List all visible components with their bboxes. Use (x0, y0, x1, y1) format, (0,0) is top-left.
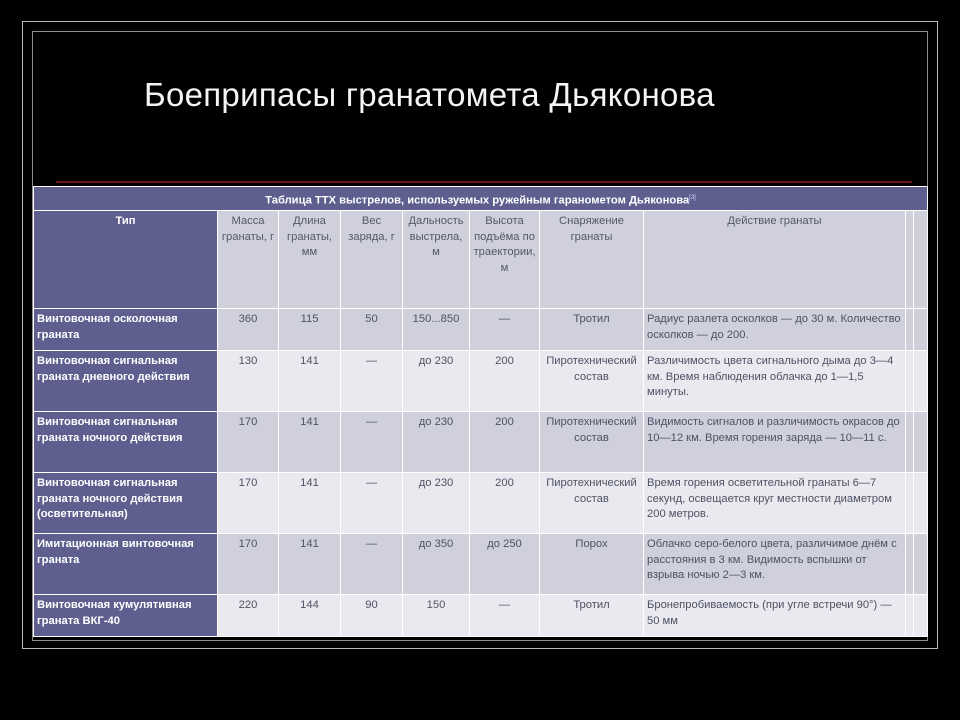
row-charge: — (341, 351, 403, 412)
row-filling: Пиротехнический состав (540, 412, 644, 473)
header-spacer-1 (906, 211, 914, 309)
row-spacer (906, 309, 914, 351)
row-charge: — (341, 473, 403, 534)
table-header-row (34, 211, 928, 309)
row-range: до 350 (403, 534, 470, 595)
row-mass: 170 (218, 534, 279, 595)
row-mass: 360 (218, 309, 279, 351)
row-filling: Пиротехнический состав (540, 473, 644, 534)
table-row (34, 534, 928, 595)
title-divider (56, 181, 912, 183)
row-type: Винтовочная сигнальная граната ночного действия (осветительная) (34, 473, 218, 534)
row-length: 141 (279, 351, 341, 412)
slide-title: Боеприпасы гранатомета Дьяконова (144, 76, 715, 113)
row-spacer (914, 534, 928, 595)
row-range: до 230 (403, 351, 470, 412)
row-range: 150...850 (403, 309, 470, 351)
row-action: Радиус разлета осколков — до 30 м. Количество осколков — до 200. (644, 309, 906, 351)
row-mass: 220 (218, 595, 279, 637)
row-spacer (906, 412, 914, 473)
row-range: до 230 (403, 412, 470, 473)
row-action: Облачко серо-белого цвета, различимое днём с расстояния в 3 км. Видимость вспышки от взрыва ночью 2—3 км. (644, 534, 906, 595)
row-filling: Тротил (540, 309, 644, 351)
row-action: Различимость цвета сигнального дыма до 3—4 км. Время наблюдения облачка до 1—1,5 минуты. (644, 351, 906, 412)
row-mass: 130 (218, 351, 279, 412)
row-spacer (914, 595, 928, 637)
row-range: 150 (403, 595, 470, 637)
row-charge: 90 (341, 595, 403, 637)
header-range: Дальность выстрела, м (403, 211, 470, 309)
row-height: 200 (470, 473, 540, 534)
row-type: Винтовочная осколочная граната (34, 309, 218, 351)
row-length: 141 (279, 534, 341, 595)
row-filling: Тротил (540, 595, 644, 637)
table-row (34, 412, 928, 473)
table-caption-row (34, 187, 928, 211)
row-length: 144 (279, 595, 341, 637)
header-mass: Масса гранаты, г (218, 211, 279, 309)
header-length: Длина гранаты, мм (279, 211, 341, 309)
table-row (34, 595, 928, 637)
table-row (34, 309, 928, 351)
row-filling: Пиротехнический состав (540, 351, 644, 412)
table-caption-ref: [3] (689, 195, 696, 201)
row-action: Время горения осветительной гранаты 6—7 секунд, освещается круг местности диаметром 200 метров. (644, 473, 906, 534)
table-caption (34, 187, 928, 211)
row-height: 200 (470, 351, 540, 412)
row-spacer (906, 473, 914, 534)
row-charge: — (341, 412, 403, 473)
row-type: Винтовочная сигнальная граната ночного действия (34, 412, 218, 473)
row-height: — (470, 595, 540, 637)
row-type: Имитационная винтовочная граната (34, 534, 218, 595)
header-height: Высота подъёма по траектории, м (470, 211, 540, 309)
header-action: Действие гранаты (644, 211, 906, 309)
header-charge: Вес заряда, г (341, 211, 403, 309)
ammunition-table (33, 186, 928, 637)
row-charge: 50 (341, 309, 403, 351)
header-type: Тип (34, 211, 218, 309)
row-mass: 170 (218, 412, 279, 473)
row-action: Видимость сигналов и различимость окрасов до 10—12 км. Время горения заряда — 10—11 с. (644, 412, 906, 473)
row-length: 141 (279, 412, 341, 473)
row-mass: 170 (218, 473, 279, 534)
row-length: 141 (279, 473, 341, 534)
row-type: Винтовочная кумулятивная граната ВКГ-40 (34, 595, 218, 637)
row-type: Винтовочная сигнальная граната дневного действия (34, 351, 218, 412)
row-spacer (914, 351, 928, 412)
row-spacer (906, 534, 914, 595)
table-caption-text: Таблица ТТХ выстрелов, используемых ружейным гаранометом Дьяконова (265, 194, 690, 207)
row-height: 200 (470, 412, 540, 473)
row-spacer (914, 412, 928, 473)
row-height: — (470, 309, 540, 351)
row-range: до 230 (403, 473, 470, 534)
row-filling: Порох (540, 534, 644, 595)
row-height: до 250 (470, 534, 540, 595)
row-length: 115 (279, 309, 341, 351)
header-filling: Снаряжение гранаты (540, 211, 644, 309)
row-action: Бронепробиваемость (при угле встречи 90°) — 50 мм (644, 595, 906, 637)
table-row (34, 351, 928, 412)
table-row (34, 473, 928, 534)
row-spacer (906, 595, 914, 637)
header-spacer-2 (914, 211, 928, 309)
row-spacer (906, 351, 914, 412)
row-spacer (914, 473, 928, 534)
row-spacer (914, 309, 928, 351)
ammunition-table-container (33, 186, 927, 637)
row-charge: — (341, 534, 403, 595)
